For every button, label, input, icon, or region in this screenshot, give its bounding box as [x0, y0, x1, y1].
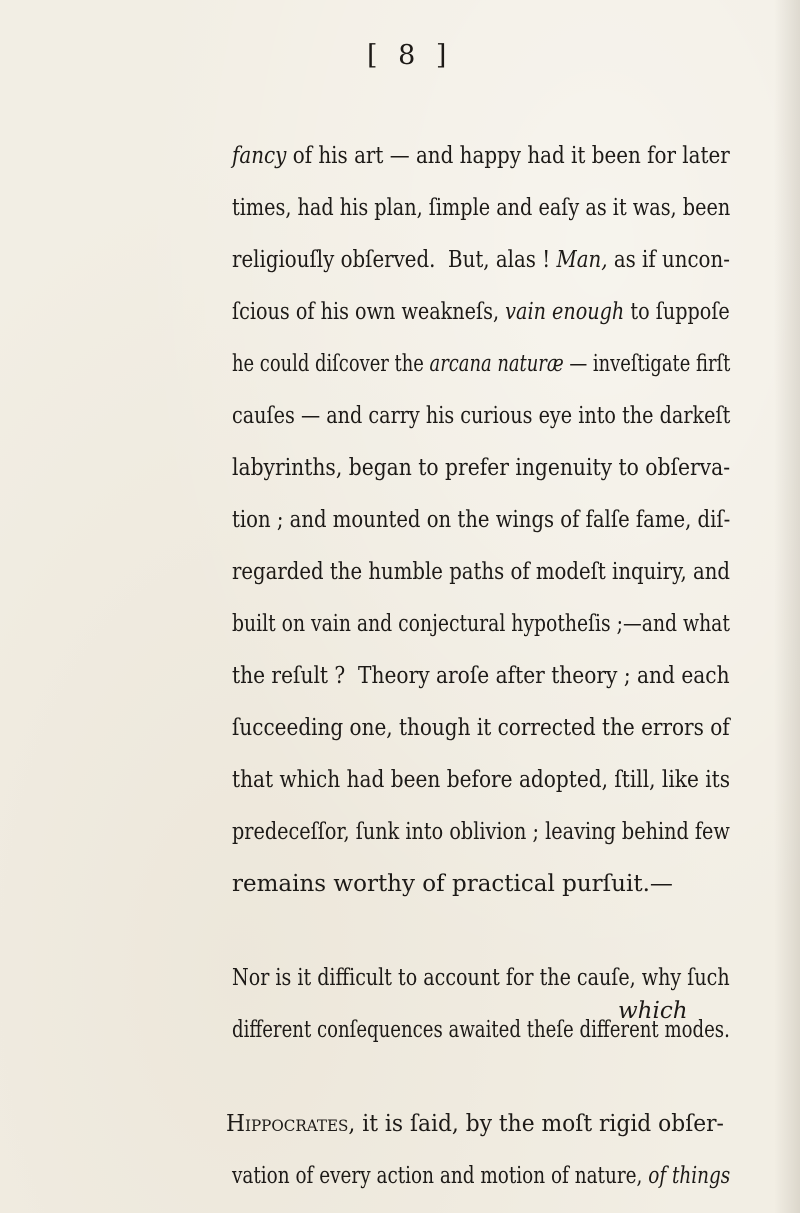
text-line: [232, 390, 730, 442]
line-text: it is ſaid, by the moſt rigid obſer-: [355, 1111, 724, 1137]
line-text: tion ; and mounted on the wings of falſe fame, diſ-: [232, 507, 731, 533]
italic-text: Man,: [556, 247, 608, 273]
line-text: regarded the humble paths of modeſt inquiry, and: [232, 559, 731, 585]
text-line: [232, 234, 730, 286]
line-content: [232, 650, 730, 702]
line-text: to ſuppoſe: [624, 299, 730, 325]
line-content: [232, 546, 730, 598]
line-content: [232, 182, 730, 234]
line-content: [232, 494, 730, 546]
text-line: [232, 858, 730, 910]
line-text: the reſult ? Theory aroſe after theory ; and each: [232, 663, 730, 689]
page-number: [ 8 ]: [367, 40, 453, 71]
line-content: [232, 130, 730, 182]
author-name: Hippocrates,: [226, 1111, 356, 1137]
text-line: [226, 1098, 730, 1150]
text-line: [232, 442, 730, 494]
line-content: [226, 1098, 724, 1150]
line-content: [232, 1150, 730, 1202]
line-text: — inveſtigate firſt: [563, 351, 731, 377]
line-content: [232, 858, 673, 910]
text-line: [232, 546, 730, 598]
italic-text: of things: [648, 1163, 731, 1189]
paragraph-1: [232, 130, 730, 910]
paragraph-gap: [232, 910, 730, 952]
paragraph-3: [226, 1098, 731, 1202]
text-line: [232, 598, 730, 650]
line-text: predeceſſor, ſunk into oblivion ; leaving behind few: [232, 819, 730, 845]
text-line: [232, 650, 730, 702]
line-text: of his art — and happy had it been for later: [286, 143, 730, 169]
paragraph-gap: [232, 1056, 730, 1098]
line-content: [232, 442, 730, 494]
line-content: [232, 390, 730, 442]
line-text: times, had his plan, ſimple and eaſy as it was, been: [232, 195, 731, 221]
text-line: [232, 806, 730, 858]
line-content: [232, 806, 730, 858]
line-text: as if uncon-: [607, 247, 730, 273]
line-text: built on vain and conjectural hypotheſis ;—and what: [232, 611, 730, 637]
line-text: ſcious of his own weakneſs,: [232, 299, 506, 325]
line-text: labyrinths, began to prefer ingenuity to obſerva-: [232, 455, 731, 481]
italic-text: fancy: [232, 143, 287, 169]
text-line: [232, 754, 730, 806]
text-line: [232, 1150, 730, 1202]
line-text: vation of every action and motion of nature,: [232, 1163, 649, 1189]
text-line: [232, 286, 730, 338]
line-text: different conſequences awaited theſe different modes.: [232, 1017, 730, 1043]
page-edge-shadow: [774, 0, 800, 1213]
line-text: religiouſly obſerved. But, alas !: [232, 247, 557, 273]
text-line: [232, 338, 730, 390]
text-line: [232, 182, 730, 234]
line-text: remains worthy of practical purſuit.—: [232, 871, 673, 897]
body-text: [226, 130, 731, 1202]
catchword: which: [618, 998, 688, 1024]
line-content: [232, 286, 730, 338]
line-content: [232, 702, 730, 754]
line-text: Nor is it difficult to account for the cauſe, why ſuch: [232, 965, 730, 991]
line-text: that which had been before adopted, ſtill, like its: [232, 767, 731, 793]
italic-text: vain enough: [505, 299, 625, 325]
line-text: cauſes — and carry his curious eye into the darkeſt: [232, 403, 731, 429]
line-content: [232, 598, 730, 650]
italic-text: arcana naturæ: [429, 351, 564, 377]
line-content: [232, 952, 730, 1004]
line-text: he could diſcover the: [232, 351, 430, 377]
line-content: [232, 754, 730, 806]
line-content: [232, 234, 730, 286]
text-line: [232, 702, 730, 754]
line-text: ſucceeding one, though it corrected the errors of: [232, 715, 730, 741]
text-line: [232, 130, 730, 182]
line-content: [232, 338, 730, 390]
text-line: [232, 494, 730, 546]
text-line: [232, 952, 730, 1004]
